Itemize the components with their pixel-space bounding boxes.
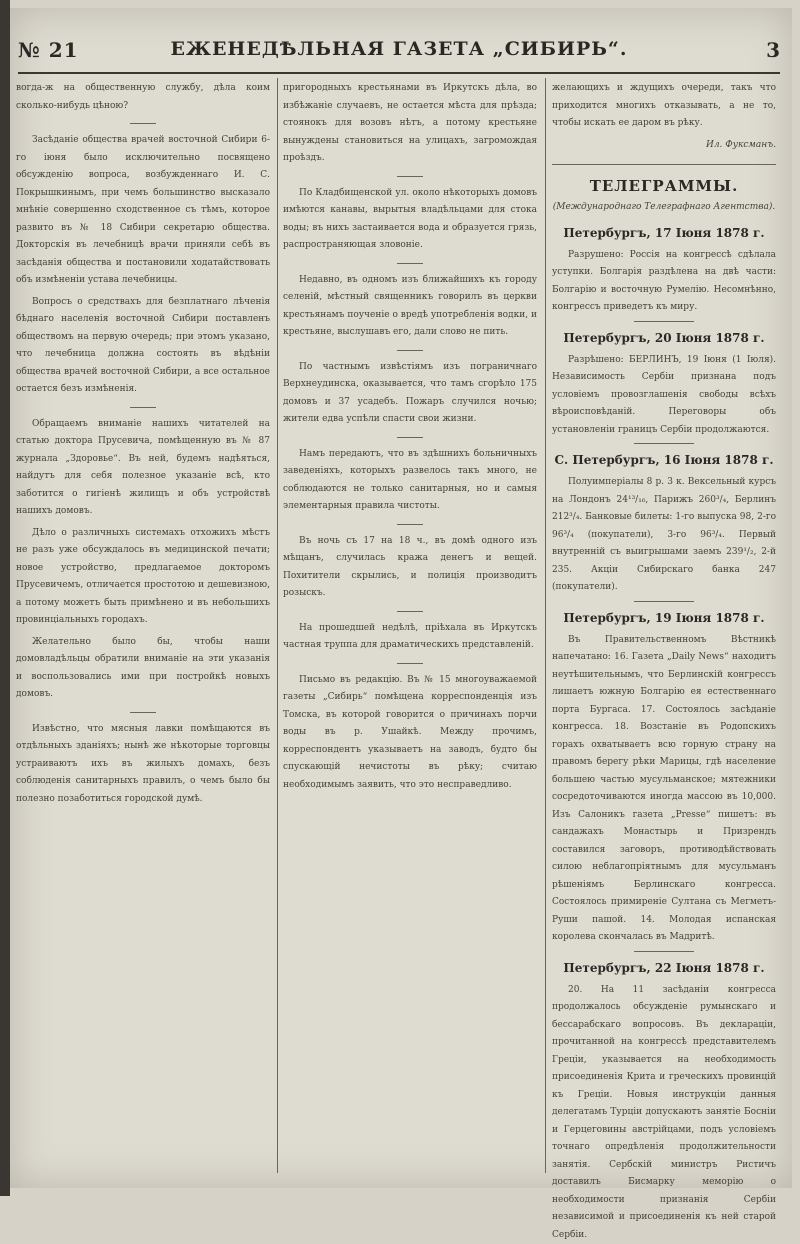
article-paragraph: желающихъ и ждущихъ очереди, такъ что приходится многихъ отказывать, а не то, чтобы искать ее даром въ рѣку. — [552, 80, 776, 133]
article-paragraph: вогда-ж на общественную службу, дѣла коим сколько-нибудь цѣною? — [16, 80, 270, 115]
telegram-text: 20. На 11 засѣданіи конгресса продолжалось обсужденіе румынскаго и бессарабскаго вопросовъ. Въ деклараціи, прочитанной на конгрессѣ представителемъ Греціи, указывается на необходимость присоединенія Крита и греческихъ провинцій къ Греціи. Новыя инструкціи данныя делегатамъ Турціи допускаютъ занятіе Босніи и Герцеговины австрійцами, подъ условіемъ точнаго опредѣленія продолжительности занятія. Сербскій министръ Ристичъ доставилъ Бисмарку меморію о необходимости признанія Сербіи независимой и присоединенія къ ней старой Сербіи. — [552, 982, 776, 1244]
article-paragraph: Вопросъ о средствахъ для безплатнаго лѣченія бѣднаго населенія восточной Сибири поставленъ обществомъ на первую очередь; при этомъ указано, что лечебница должна состоять въ вѣдѣніи общества врачей восточной Сибири, а все остальное остается безъ измѣненія. — [16, 294, 270, 399]
column-3 — [552, 80, 776, 1170]
article-paragraph: Желательно было бы, чтобы наши домовладѣльцы обратили вниманіе на эти указанія и воспользовались ими при постройкѣ новыхъ домовъ. — [16, 634, 270, 704]
article-paragraph: Дѣло о различныхъ системахъ отхожихъ мѣстъ не разъ уже обсуждалось въ медицинской печати; новое устройство, предлагаемое докторомъ Прусевичемъ, отличается простотою и дешевизною, а потому можетъ быть примѣнено и въ небольшихъ провинціальныхъ городахъ. — [16, 525, 270, 630]
telegram-text: Разрушено: Россія на конгрессѣ сдѣлала уступки. Болгарія раздѣлена на двѣ части: Болгарію и восточную Румелію. Несомнѣнно, конгрессъ приведетъ къ миру. — [552, 247, 776, 317]
issue-number: № 21 — [18, 38, 79, 62]
separator — [634, 601, 694, 602]
separator — [397, 437, 423, 438]
separator — [397, 350, 423, 351]
column-2 — [283, 80, 537, 1170]
article-paragraph: Обращаемъ вниманіе нашихъ читателей на статью доктора Прусевича, помѣщенную въ № 87 журнала „Здоровье“. Въ ней, будемъ надѣяться, найдутъ для себя полезное указаніе всѣ, кто заботится о гигіенѣ жилищъ и объ устройствѣ нашихъ домовъ. — [16, 416, 270, 521]
separator — [130, 712, 156, 713]
article-paragraph: По Кладбищенской ул. около нѣкоторыхъ домовъ имѣются канавы, вырытыя владѣльцами для стока воды; въ нихъ застаивается вода и образуется грязь, распространяющая зловоніе. — [283, 185, 537, 255]
separator — [397, 176, 423, 177]
article-paragraph: Извѣстно, что мясныя лавки помѣщаются въ отдѣльныхъ зданіяхъ; нынѣ же нѣкоторые торговцы устраиваютъ ихъ въ жилыхъ домахъ, безъ соблюденія санитарныхъ правилъ, о чемъ было бы полезно позаботиться городской думѣ. — [16, 721, 270, 809]
column-divider — [545, 78, 546, 1173]
telegram-dateline: Петербургъ, 17 Іюня 1878 г. — [552, 223, 776, 243]
separator — [634, 951, 694, 952]
section-rule — [552, 164, 776, 165]
telegrams-subtitle: (Международнаго Телеграфнаго Агентства). — [552, 199, 776, 217]
telegram-text: Разрѣшено: БЕРЛИНЪ, 19 Іюня (1 Іюля). Независимость Сербіи признана подъ условіемъ провозглашенія свободы всѣхъ вѣроисповѣданій. Переговоры объ установленіи границъ Сербіи продолжаются. — [552, 352, 776, 440]
separator — [397, 611, 423, 612]
scan-edge — [0, 0, 10, 1196]
telegrams-title: ТЕЛЕГРАММЫ. — [552, 175, 776, 197]
column-divider — [277, 78, 278, 1173]
separator — [397, 263, 423, 264]
separator — [634, 321, 694, 322]
telegram-dateline: С. Петербургъ, 16 Іюня 1878 г. — [552, 450, 776, 470]
telegram-text: Полуимперіалы 8 р. 3 к. Вексельный курсъ на Лондонъ 24¹³/₁₆, Парижъ 260³/₄, Берлинъ 212³/₄. Банковые билеты: 1-го выпуска 98, 2-го 96³/₄ (покупатели), 3-го 96³/₄. Первый внутренній съ выигрышами заемъ 239¹/₂, 2-й 235. Акціи Сибирскаго банка 247 (покупатели). — [552, 474, 776, 597]
article-paragraph: Въ ночь съ 17 на 18 ч., въ домѣ одного изъ мѣщанъ, случилась кража денегъ и вещей. Похитители скрылись, и полиція производитъ розыскъ. — [283, 533, 537, 603]
article-paragraph: На прошедшей недѣлѣ, пріѣхала въ Иркутскъ частная труппа для драматическихъ представленій. — [283, 620, 537, 655]
separator — [634, 443, 694, 444]
article-paragraph: пригородныхъ крестьянами въ Иркутскъ дѣла, во избѣжаніе случаевъ, не остается мѣста для прѣзда; стоянокъ для возовъ нѣтъ, а потому крестьяне вынуждены становиться на улицахъ, загромождая проѣздъ. — [283, 80, 537, 168]
telegram-dateline: Петербургъ, 22 Іюня 1878 г. — [552, 958, 776, 978]
telegram-dateline: Петербургъ, 19 Іюня 1878 г. — [552, 608, 776, 628]
letter-to-editor: Письмо въ редакцію. Въ № 15 многоуважаемой газеты „Сибирь“ помѣщена корреспонденція изъ Томска, въ которой говорится о причинахъ порчи воды въ р. Ушайкѣ. Между прочимъ, корреспондентъ указываетъ на заводъ, будто бы спускающій нечистоты въ рѣку; считаю необходимымъ заявить, что это несправедливо. — [283, 672, 537, 795]
separator — [397, 663, 423, 664]
article-paragraph: Недавно, въ одномъ изъ ближайшихъ къ городу селеній, мѣстный священникъ говорилъ въ церкви крестьянамъ поученіе о вредѣ употребленія водки, и крестьяне, выслушавъ его, дали слово не пить. — [283, 272, 537, 342]
column-1 — [16, 80, 270, 1170]
article-paragraph: Засѣданіе общества врачей восточной Сибири 6-го іюня было исключительно посвящено обсужденію вопроса, возбужденнаго И. С. Покрышкинымъ, при чемъ большинство высказало мнѣніе совершенно сходственное съ тѣмъ, которое развито въ № 18 Сибири секретарю общества. Докторскія въ лечебницѣ врачи приняли себѣ въ засѣданія общества и постановили ходатайствовать объ измѣненіи устава лечебницы. — [16, 132, 270, 290]
telegram-dateline: Петербургъ, 20 Іюня 1878 г. — [552, 328, 776, 348]
masthead — [18, 34, 780, 66]
separator — [397, 524, 423, 525]
article-paragraph: По частнымъ извѣстіямъ изъ пограничнаго Верхнеудинска, оказывается, что тамъ сгорѣло 175 домовъ и 37 усадебъ. Пожаръ случился ночью; жители едва успѣли спасти свои жизни. — [283, 359, 537, 429]
separator — [130, 123, 156, 124]
page-number: 3 — [766, 38, 780, 62]
signature: Ил. Фуксманъ. — [552, 137, 776, 155]
article-paragraph: Намъ передаютъ, что въ здѣшнихъ больничныхъ заведеніяхъ, которыхъ развелось такъ много, не соблюдаются не только санитарныя, но и самыя элементарныя правила чистоты. — [283, 446, 537, 516]
separator — [130, 407, 156, 408]
telegram-text: Въ Правительственномъ Вѣстникѣ напечатано: 16. Газета „Daily News“ находитъ неутѣшительнымъ, что Берлинскій конгрессъ лишаетъ южную Болгарію ея естественнаго порта Бургаса. 17. Состоялось засѣданіе конгресса. 18. Возстаніе въ Родопскихъ горахъ охватываетъ всю горную страну на правомъ берегу рѣки Марицы, гдѣ население большею частью мусульманское; мятежники сосредоточиваются иногда массою въ 10,000. Изъ Салоникъ газета „Presse“ пишетъ: въ сандажахъ Монастырь и Призрендъ составился заговоръ, противодѣйствовать силою неблагопріятнымъ для мусульманъ рѣшеніямъ Берлинскаго конгресса. Состоялось примиреніе Султана съ Мегметъ-Руши пашой. 14. Молодая испанская королева скончалась въ Мадритѣ. — [552, 632, 776, 947]
header-rule — [18, 72, 780, 74]
newspaper-title: ЕЖЕНЕДѢЛЬНАЯ ГАЗЕТА „СИБИРЬ“. — [18, 38, 780, 60]
